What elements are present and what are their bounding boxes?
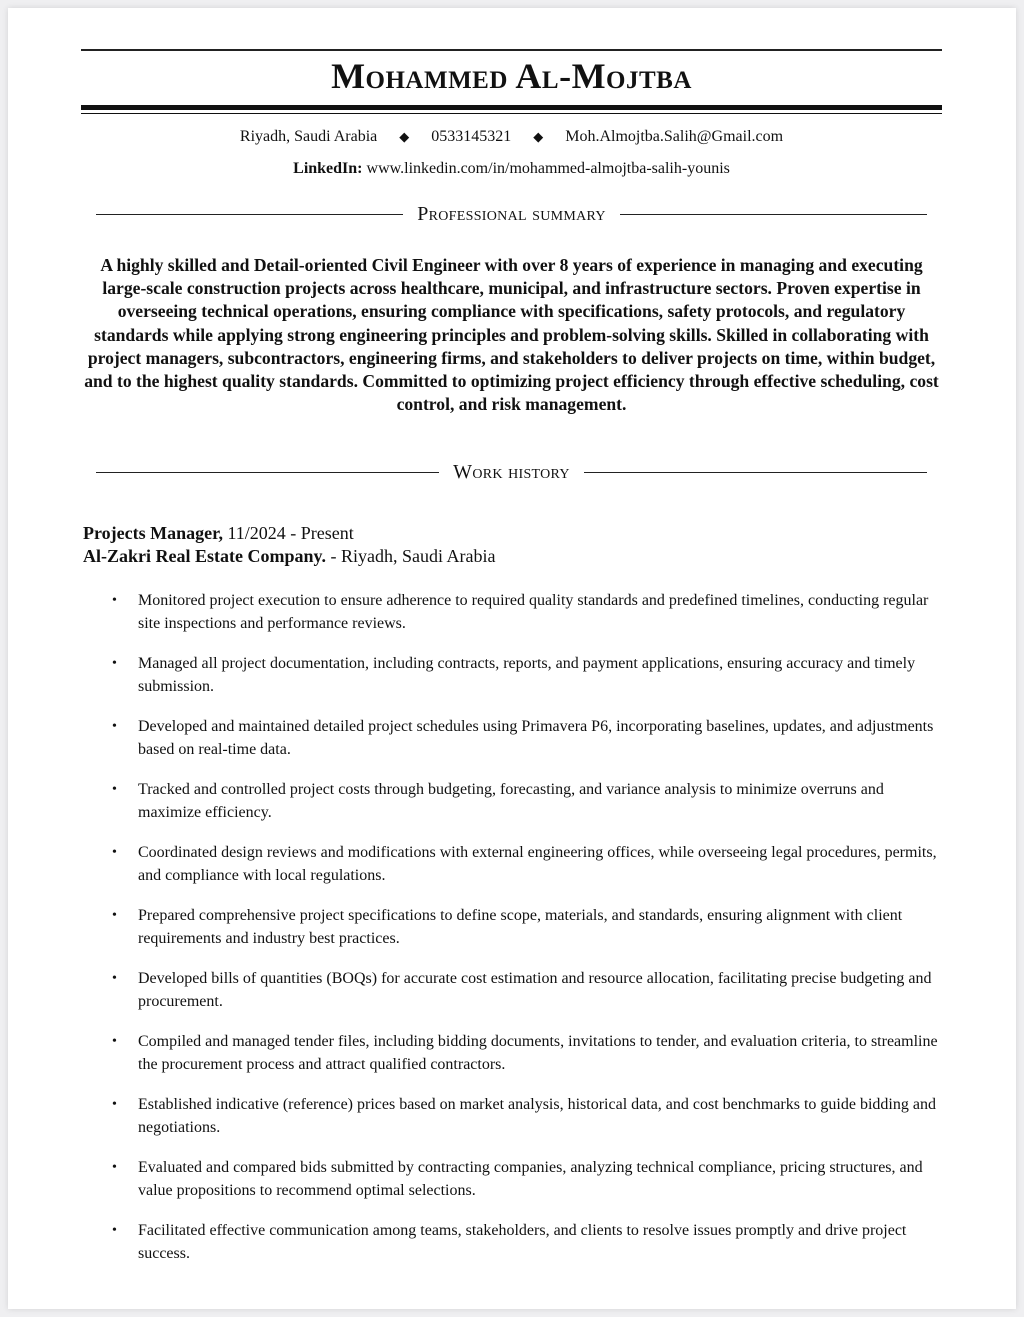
job-location: - Riyadh, Saudi Arabia <box>330 546 496 566</box>
job-title: Projects Manager, <box>83 523 223 543</box>
diamond-separator-icon: ◆ <box>399 129 410 144</box>
list-item <box>112 905 943 968</box>
list-item <box>112 653 943 716</box>
list-item <box>112 1094 943 1157</box>
header-bottom-rule-thick <box>81 105 942 110</box>
summary-text: A highly skilled and Detail-oriented Civil Engineer with over 8 years of experience in managing and executing large-scale construction projects across healthcare, municipal, and infrastructure sectors. Proven expertise in overseeing technical operations, ensuring compliance with specifications, safety protocols, and regulatory standards while applying strong engineering principles and problem-solving skills. Skilled in collaborating with project managers, subcontractors, engineering firms, and stakeholders to deliver projects on time, within budget, and to the highest quality standards. Committed to optimizing project efficiency through effective scheduling, cost control, and risk management. <box>84 255 939 415</box>
bullet-icon: • <box>112 593 117 608</box>
header-bottom-rule-thin <box>81 113 942 114</box>
resume-page <box>8 8 1016 1309</box>
linkedin-url[interactable]: www.linkedin.com/in/mohammed-almojtba-salih-younis <box>366 160 730 177</box>
list-item <box>112 716 943 779</box>
list-item <box>112 968 943 1031</box>
summary-heading: Professional summary <box>417 203 606 225</box>
bullet-text: Evaluated and compared bids submitted by contracting companies, analyzing technical compliance, pricing structures, and value propositions to recommend optimal selections. <box>138 1159 923 1199</box>
bullet-icon: • <box>112 782 117 797</box>
heading-rule-right <box>620 214 927 215</box>
list-item <box>112 842 943 905</box>
job-company-line <box>83 545 495 568</box>
list-item <box>112 779 943 842</box>
bullet-text: Developed and maintained detailed project schedules using Primavera P6, incorporating baselines, updates, and adjustments based on real-time data. <box>138 718 934 758</box>
heading-rule-left <box>96 214 403 215</box>
linkedin-label: LinkedIn: <box>293 160 363 177</box>
bullet-icon: • <box>112 971 117 986</box>
bullet-text: Prepared comprehensive project specifications to define scope, materials, and standards, ensuring alignment with client requirements and industry best practices. <box>138 907 903 947</box>
bullet-icon: • <box>112 719 117 734</box>
bullet-text: Facilitated effective communication among teams, stakeholders, and clients to resolve issues promptly and drive project success. <box>138 1222 907 1262</box>
job-company: Al-Zakri Real Estate Company. <box>83 546 326 566</box>
list-item <box>112 1157 943 1220</box>
header-top-rule <box>81 49 942 51</box>
job-title-line <box>83 522 354 545</box>
diamond-separator-icon: ◆ <box>533 129 544 144</box>
bullet-icon: • <box>112 845 117 860</box>
bullet-text: Monitored project execution to ensure adherence to required quality standards and predefined timelines, conducting regular site inspections and performance reviews. <box>138 592 929 632</box>
bullet-icon: • <box>112 1097 117 1112</box>
bullet-text: Compiled and managed tender files, including bidding documents, invitations to tender, and evaluation criteria, to streamline the procurement process and attract qualified contractors. <box>138 1033 938 1073</box>
contact-line <box>81 126 942 148</box>
list-item <box>112 1031 943 1094</box>
section-heading-summary <box>96 203 927 226</box>
list-item <box>112 1220 943 1283</box>
contact-location: Riyadh, Saudi Arabia <box>239 128 378 145</box>
bullet-text: Developed bills of quantities (BOQs) for accurate cost estimation and resource allocation, facilitating precise budgeting and procurement. <box>138 970 932 1010</box>
bullet-icon: • <box>112 656 117 671</box>
candidate-name: Mohammed Al-Mojtba <box>331 56 692 96</box>
list-item <box>112 590 943 653</box>
section-heading-work <box>96 461 927 484</box>
work-heading: Work history <box>453 461 570 483</box>
contact-email[interactable]: Moh.Almojtba.Salih@Gmail.com <box>565 128 784 145</box>
bullet-icon: • <box>112 908 117 923</box>
bullet-icon: • <box>112 1034 117 1049</box>
job-bullet-list <box>112 590 943 1283</box>
bullet-icon: • <box>112 1223 117 1238</box>
bullet-text: Tracked and controlled project costs through budgeting, forecasting, and variance analysis to minimize overruns and maximize efficiency. <box>138 781 884 821</box>
heading-rule-left <box>96 472 439 473</box>
bullet-text: Coordinated design reviews and modifications with external engineering offices, while overseeing legal procedures, permits, and compliance with local regulations. <box>138 844 937 884</box>
linkedin-line <box>81 158 942 180</box>
job-dates: 11/2024 - Present <box>227 523 354 543</box>
bullet-text: Established indicative (reference) prices based on market analysis, historical data, and cost benchmarks to guide bidding and negotiations. <box>138 1096 936 1136</box>
contact-phone: 0533145321 <box>431 128 512 145</box>
heading-rule-right <box>584 472 927 473</box>
bullet-icon: • <box>112 1160 117 1175</box>
bullet-text: Managed all project documentation, including contracts, reports, and payment applications, ensuring accuracy and timely submission. <box>138 655 916 695</box>
